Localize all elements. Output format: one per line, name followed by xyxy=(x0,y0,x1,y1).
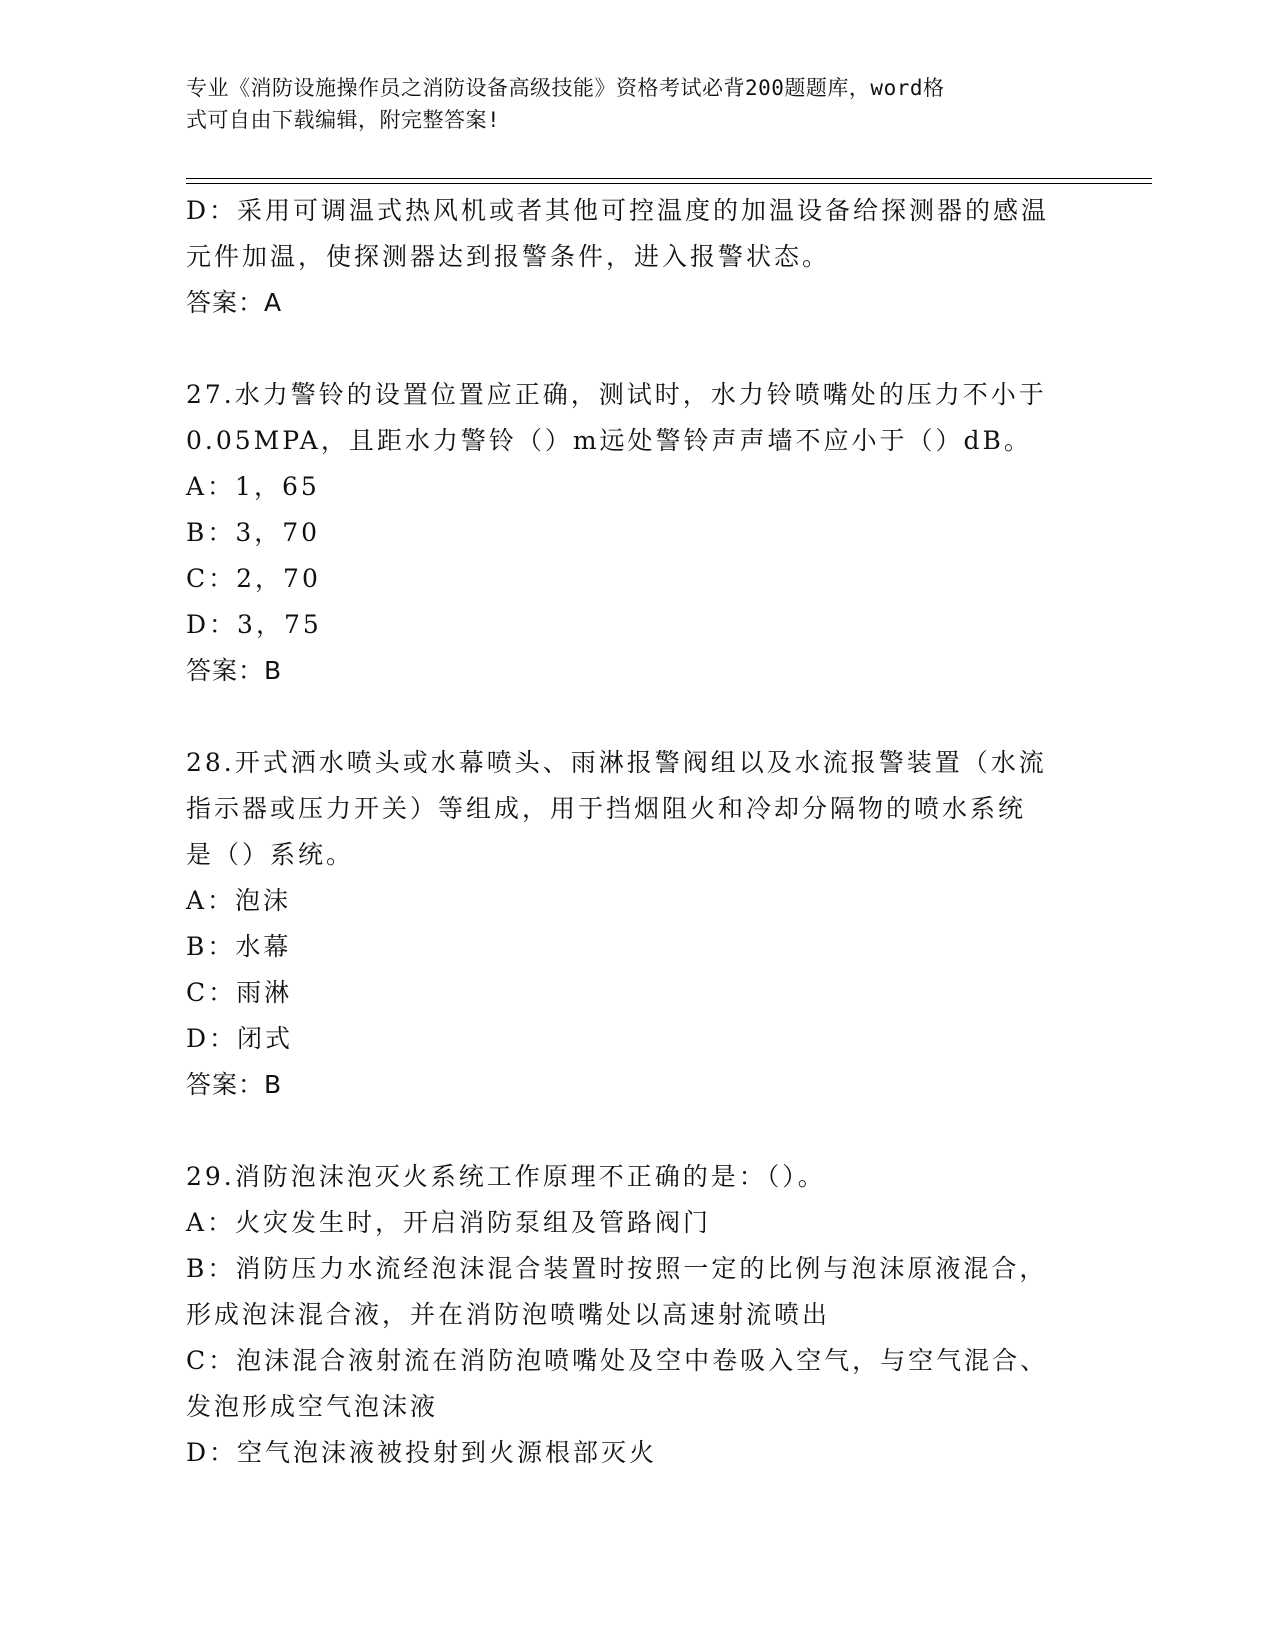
option-c: 发泡形成空气泡沫液 xyxy=(186,1392,439,1421)
spacer xyxy=(186,326,1086,372)
answer-label: 答案：A xyxy=(186,288,283,317)
question-stem: 28.开式洒水喷头或水幕喷头、雨淋报警阀组以及水流报警装置（水流 xyxy=(186,748,1047,777)
option-c: C：2，70 xyxy=(186,564,321,593)
question-stem: 指示器或压力开关）等组成，用于挡烟阻火和冷却分隔物的喷水系统 xyxy=(186,794,1027,823)
answer-label: 答案：B xyxy=(186,1070,283,1099)
option-c: C：雨淋 xyxy=(186,978,293,1007)
option-a: A：泡沫 xyxy=(186,886,292,915)
question-stem: 29.消防泡沫泡灭火系统工作原理不正确的是：（）。 xyxy=(186,1162,826,1191)
header-divider-top xyxy=(186,178,1152,179)
option-a: A：1，65 xyxy=(186,472,320,501)
option-d-line: 元件加温，使探测器达到报警条件，进入报警状态。 xyxy=(186,242,831,271)
document-header xyxy=(186,72,1066,136)
option-d: D：空气泡沫液被投射到火源根部灭火 xyxy=(186,1438,658,1467)
header-divider-bottom xyxy=(186,183,1152,184)
question-stem: 27.水力警铃的设置位置应正确，测试时，水力铃喷嘴处的压力不小于 xyxy=(186,380,1047,409)
question-stem: 是（）系统。 xyxy=(186,840,355,869)
header-title-line-1: 专业《消防设施操作员之消防设备高级技能》资格考试必背200题题库，word格 xyxy=(186,76,945,100)
spacer xyxy=(186,1108,1086,1154)
option-a: A：火灾发生时，开启消防泵组及管路阀门 xyxy=(186,1208,712,1237)
question-stem: 0.05MPA，且距水力警铃（）m远处警铃声声墙不应小于（）dB。 xyxy=(186,426,1032,455)
answer-label: 答案：B xyxy=(186,656,283,685)
option-b: B：水幕 xyxy=(186,932,292,961)
option-d: D：3，75 xyxy=(186,610,322,639)
option-d-line: D：采用可调温式热风机或者其他可控温度的加温设备给探测器的感温 xyxy=(186,196,1050,225)
option-b: 形成泡沫混合液，并在消防泡喷嘴处以高速射流喷出 xyxy=(186,1300,831,1329)
question-29 xyxy=(186,1154,1086,1476)
question-28 xyxy=(186,740,1086,1108)
question-27 xyxy=(186,372,1086,694)
option-b: B：消防压力水流经泡沫混合装置时按照一定的比例与泡沫原液混合， xyxy=(186,1254,1048,1283)
option-c: C：泡沫混合液射流在消防泡喷嘴处及空中卷吸入空气，与空气混合、 xyxy=(186,1346,1049,1375)
header-title-line-2: 式可自由下载编辑，附完整答案! xyxy=(186,108,501,132)
option-b: B：3，70 xyxy=(186,518,321,547)
spacer xyxy=(186,694,1086,740)
option-d: D：闭式 xyxy=(186,1024,294,1053)
question-26-continued xyxy=(186,188,1086,326)
question-list xyxy=(186,188,1086,1476)
